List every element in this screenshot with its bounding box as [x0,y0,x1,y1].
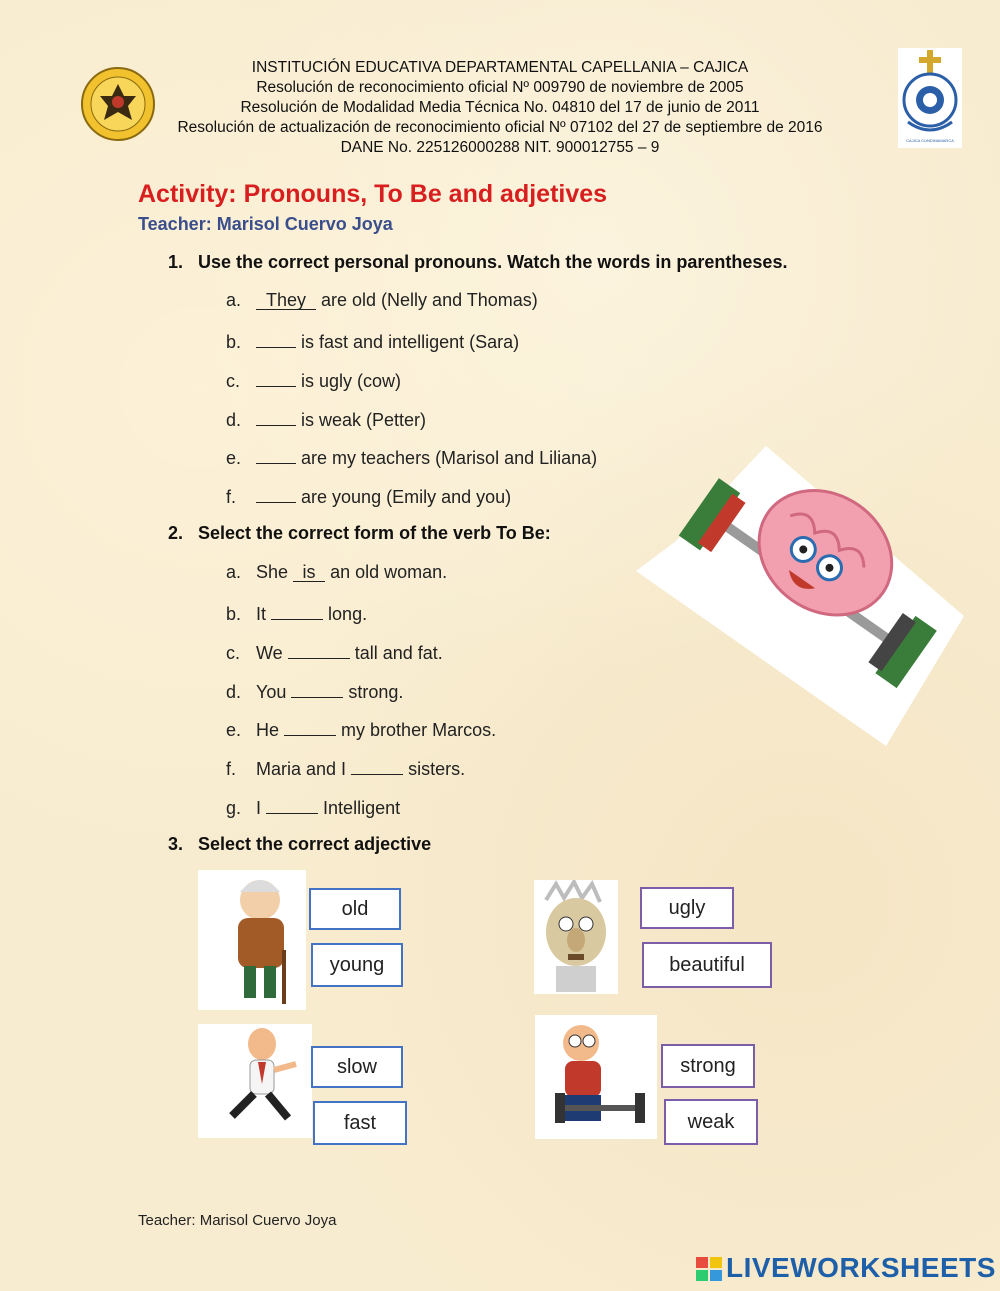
adjective-option-strong[interactable]: strong [661,1044,755,1088]
ugly-face-illustration [534,880,618,994]
header-line: Resolución de reconocimiento oficial Nº 009790 de noviembre de 2005 [256,79,744,96]
item-text: Intelligent [323,798,401,818]
question-text: Select the correct form of the verb To Be: [198,523,551,543]
item-text: is fast and intelligent (Sara) [301,332,520,352]
liveworksheets-logo [696,1252,996,1284]
pronoun-blank[interactable] [256,407,296,426]
item-letter: e. [226,448,242,468]
header-line: DANE No. 225126000288 NIT. 900012755 – 9 [340,139,660,156]
school-seal-left-icon [80,66,156,142]
adjective-option-weak[interactable]: weak [664,1099,758,1145]
pronoun-item-c [226,368,401,392]
liveworksheets-wordmark: LIVEWORKSHEETS [726,1252,996,1283]
school-header [150,58,850,158]
adjective-option-slow[interactable]: slow [311,1046,403,1088]
teacher-name: Teacher: Marisol Cuervo Joya [138,214,393,234]
item-subject: It [256,604,267,624]
brain-weightlifting-illustration [636,446,964,746]
item-subject: She [256,562,289,582]
tobe-item-b [226,601,367,625]
item-letter: c. [226,371,241,391]
item-text: strong. [348,682,404,702]
page-title: Activity: Pronouns, To Be and adjetives [138,180,608,208]
item-text: my brother Marcos. [341,720,497,740]
question-number: 1. [168,252,184,272]
adjective-option-ugly[interactable]: ugly [640,887,734,929]
item-letter: e. [226,720,242,740]
item-text: are old (Nelly and Thomas) [321,290,538,310]
adjective-option-young[interactable]: young [311,943,403,987]
header-line: INSTITUCIÓN EDUCATIVA DEPARTAMENTAL CAPELLANIA – CAJICA [251,59,749,76]
item-letter: a. [226,290,242,310]
tobe-item-e [226,717,496,741]
item-letter: f. [226,759,237,779]
item-letter: b. [226,604,242,624]
item-text: are my teachers (Marisol and Liliana) [301,448,598,468]
pronoun-blank[interactable] [256,329,296,348]
pronoun-item-d [226,407,426,431]
question-number: 3. [168,834,184,854]
item-letter: d. [226,682,242,702]
item-letter: g. [226,798,242,818]
right-seal-caption: CAJICA CUNDINAMARCA [906,138,954,143]
pronoun-item-e [226,445,597,469]
item-letter: a. [226,562,242,582]
footer-teacher: Teacher: Marisol Cuervo Joya [138,1212,337,1229]
item-text: tall and fat. [354,643,443,663]
tobe-item-d [226,679,403,703]
tobe-item-a [226,562,447,583]
question-2-heading [168,523,551,544]
item-text: long. [328,604,368,624]
item-text: is weak (Petter) [301,410,427,430]
item-subject: Maria and I [256,759,347,779]
item-text: an old woman. [330,562,448,582]
item-subject: You [256,682,287,702]
pronoun-blank[interactable] [256,368,296,387]
item-subject: I [256,798,262,818]
question-text: Select the correct adjective [198,834,432,854]
school-seal-right-icon [898,48,962,148]
tobe-item-c [226,640,443,664]
item-letter: d. [226,410,242,430]
header-line: Resolución de actualización de reconocimiento oficial Nº 07102 del 27 de septiembre de 2016 [177,119,823,136]
old-man-illustration [198,870,306,1010]
item-letter: f. [226,487,237,507]
pronoun-item-b [226,329,519,353]
adjective-option-beautiful[interactable]: beautiful [642,942,772,988]
tobe-blank[interactable] [284,717,336,736]
weightlifter-illustration [535,1015,657,1139]
pronoun-item-f [226,484,511,508]
item-letter: b. [226,332,242,352]
item-subject: He [256,720,280,740]
pronoun-item-a [226,290,538,311]
tobe-item-g [226,795,400,819]
item-subject: We [256,643,283,663]
pronoun-blank[interactable]: They [256,291,316,310]
header-line: Resolución de Modalidad Media Técnica No. 04810 del 17 de junio de 2011 [240,99,760,116]
tobe-blank[interactable] [351,756,403,775]
question-1-heading [168,252,787,273]
pronoun-blank[interactable] [256,445,296,464]
tobe-blank[interactable] [266,795,318,814]
item-text: is ugly (cow) [301,371,402,391]
adjective-option-old[interactable]: old [309,888,401,930]
adjective-option-fast[interactable]: fast [313,1101,407,1145]
pronoun-blank[interactable] [256,484,296,503]
item-text: are young (Emily and you) [301,487,512,507]
question-text: Use the correct personal pronouns. Watch the words in parentheses. [198,252,788,272]
question-3-heading [168,834,431,855]
tobe-blank[interactable] [288,640,350,659]
tobe-blank[interactable] [291,679,343,698]
liveworksheets-badge-icon [696,1256,722,1280]
tobe-blank[interactable]: is [293,563,325,582]
tobe-blank[interactable] [271,601,323,620]
tobe-item-f [226,756,465,780]
item-text: sisters. [408,759,466,779]
question-number: 2. [168,523,184,543]
item-letter: c. [226,643,241,663]
running-man-illustration [198,1024,312,1138]
